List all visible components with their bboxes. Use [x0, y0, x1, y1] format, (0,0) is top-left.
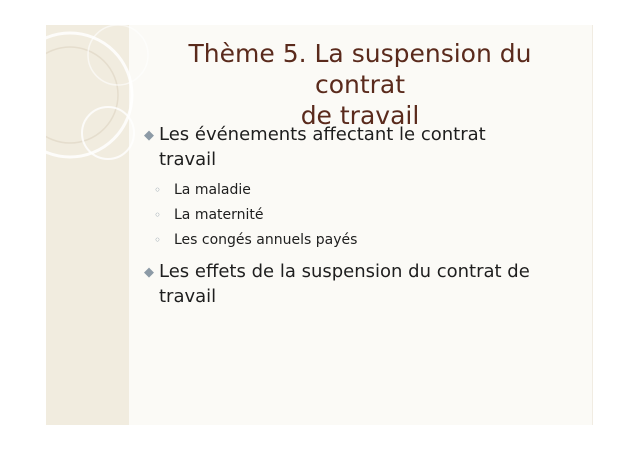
title-line-2: de travail — [300, 101, 420, 130]
bullet-item — [144, 259, 564, 309]
bullet-text-line-1: Les événements affectant le contrat — [159, 124, 486, 145]
bullet-item — [144, 122, 564, 172]
sub-bullet-item — [144, 228, 564, 253]
sub-bullet-item — [144, 178, 564, 203]
bullet-text-line-2: travail — [159, 286, 217, 307]
diamond-bullet-icon: ◆ — [144, 128, 154, 143]
slide-title — [140, 38, 580, 131]
title-line-1: Thème 5. La suspension du contrat — [188, 39, 532, 99]
sub-bullet-text: La maternité — [174, 207, 264, 223]
sub-bullet-text: La maladie — [174, 182, 251, 198]
sub-bullet-text: Les congés annuels payés — [174, 232, 358, 248]
circle-bullet-icon: ◦ — [154, 208, 162, 222]
sub-bullet-item — [144, 203, 564, 228]
slide — [46, 25, 593, 425]
diamond-bullet-icon: ◆ — [144, 265, 154, 280]
circle-bullet-icon: ◦ — [154, 233, 162, 247]
bullet-text-line-2: travail — [159, 149, 217, 170]
circle-bullet-icon: ◦ — [154, 183, 162, 197]
slide-content — [144, 122, 564, 309]
bullet-text-line-1: Les effets de la suspension du contrat de — [159, 261, 530, 282]
